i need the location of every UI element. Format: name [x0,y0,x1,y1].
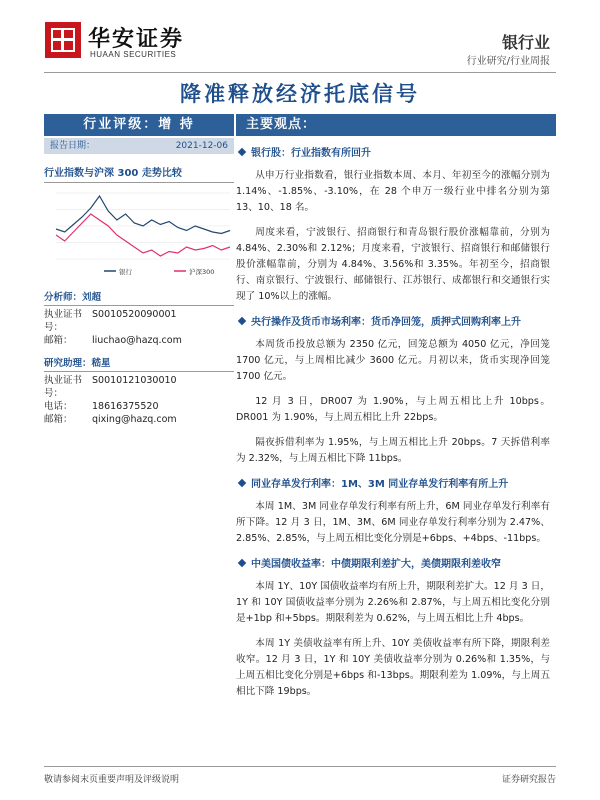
section-paragraph: 本周货币投放总额为 2350 亿元，回笼总额为 4050 亿元，净回笼 1700 亿元，与上周相比减少 3600 亿元。月初以来，货币实现净回笼 1700 亿元。 [236,339,550,382]
diamond-bullet-icon [238,147,246,155]
index-comparison-chart [44,187,234,277]
footer-divider [44,766,556,767]
section-heading [236,144,556,159]
section-heading-text: 银行股：行业指数有所回升 [251,148,371,159]
assistant-title: 研究助理：嵇星 [44,355,234,372]
analyst-cert-value: S0010520090001 [92,309,177,320]
section-paragraph: 周度来看，宁波银行、招商银行和青岛银行股价涨幅靠前，分别为 4.84%、2.30%和 2.12%；月度来看，宁波银行、招商银行和邮储银行股价涨幅靠前，分别为 4.84%、3.56%和 3.35%。年初至今，招商银行、南京银行、宁波银行、邮储银行、江苏银行、成都银行和交通银行实现了 10%以上的涨幅。 [236,227,550,302]
diamond-bullet-icon [238,478,246,486]
report-date-row [44,138,234,154]
industry-label: 银行业 [501,33,550,52]
assistant-phone-value: 18616375520 [92,401,159,412]
analyst-cert-row [44,308,234,334]
header-divider [44,72,556,73]
rating-banner: 行业评级：增 持 [44,114,234,136]
assistant-cert-value: S0010121030010 [92,375,177,386]
diamond-bullet-icon [238,558,246,566]
section-paragraph: 本周 1Y 美债收益率有所上升、10Y 美债收益率有所下降，期限利差收窄。12 月 3 日，1Y 和 10Y 美债收益率分别为 0.26%和 1.35%，与上周五相比变化分别是+6bps 和-13bps。期限利差为 1.09%，与上周五相比下降 19bps。 [236,638,550,697]
main-content [236,114,556,700]
analyst-cert-label: 执业证书号： [44,309,83,333]
diamond-bullet-icon [238,316,246,324]
assistant-phone-row [44,400,234,413]
analyst-email-row [44,334,234,347]
footer-report-label: 证券研究报告 [501,775,556,785]
legend-label-0: 银行 [119,268,132,276]
page-title: 降准释放经济托底信号 [180,81,420,106]
key-points-banner: 主要观点： [236,114,556,136]
footer-disclaimer: 敬请参阅末页重要声明及评级说明 [44,775,180,785]
report-type-label: 行业研究/行业周报 [466,56,550,67]
assistant-email-label: 邮箱： [44,414,73,425]
analyst-email-label: 邮箱： [44,335,73,346]
section-heading [236,555,556,570]
analyst-title: 分析师：刘超 [44,289,234,306]
section-heading [236,313,556,328]
section-paragraph: 12 月 3 日，DR007 为 1.90%，与上周五相比上升 10bps。DR001 为 1.90%，与上周五相比上升 22bps。 [236,396,550,423]
series-line-1 [56,214,230,256]
section-paragraph: 从申万行业指数看，银行业指数本周、本月、年初至今的涨幅分别为 1.14%、-1.85%、-3.10%，在 28 个申万一级行业中排名分别为第 13、10、18 名。 [236,170,550,213]
section-heading-text: 央行操作及货币市场利率：货币净回笼，质押式回购利率上升 [251,317,521,328]
report-date-label: 报告日期： [50,141,96,151]
section-heading-text: 中美国债收益率：中债期限利差扩大，美债期限利差收窄 [251,559,501,570]
assistant-phone-label: 电话： [44,401,73,412]
assistant-email-value[interactable]: qixing@hazq.com [92,414,177,425]
report-header [0,0,600,70]
legend-label-1: 沪深300 [189,268,215,276]
section-paragraph: 本周 1M、3M 同业存单发行利率有所上升，6M 同业存单发行利率有所下降。12 月 3 日，1M、3M、6M 同业存单发行利率分别为 2.47%、2.85%、2.85%，与上周五相比变化分别是+6bps、+4bps、-11bps。 [236,501,550,544]
brand-name-en: HUAAN SECURITIES [90,50,177,59]
sections-container [236,144,556,700]
section-paragraph: 本周 1Y、10Y 国债收益率均有所上升，期限利差扩大。12 月 3 日，1Y 和 10Y 国债收益率分别为 2.26%和 2.87%，与上周五相比变化分别是+1bp 和+5bps。期限利差为 0.62%，与上周五相比上升 4bps。 [236,581,550,624]
section-heading-text: 同业存单发行利率：1M、3M 同业存单发行利率有所上升 [251,479,509,490]
index-chart-title: 行业指数与沪深 300 走势比较 [44,164,234,183]
analyst-email-value[interactable]: liuchao@hazq.com [92,335,182,346]
assistant-cert-label: 执业证书号： [44,375,83,399]
huaan-logo-icon [45,22,81,58]
assistant-cert-row [44,374,234,400]
series-line-0 [56,196,230,234]
left-sidebar [44,114,234,426]
section-paragraph: 隔夜拆借利率为 1.95%，与上周五相比上升 20bps。7 天拆借利率为 2.32%，与上周五相比下降 11bps。 [236,437,550,464]
report-date-value: 2021-12-06 [175,141,228,151]
assistant-email-row [44,413,234,426]
section-heading [236,475,556,490]
brand-name-cn: 华安证券 [88,26,185,52]
